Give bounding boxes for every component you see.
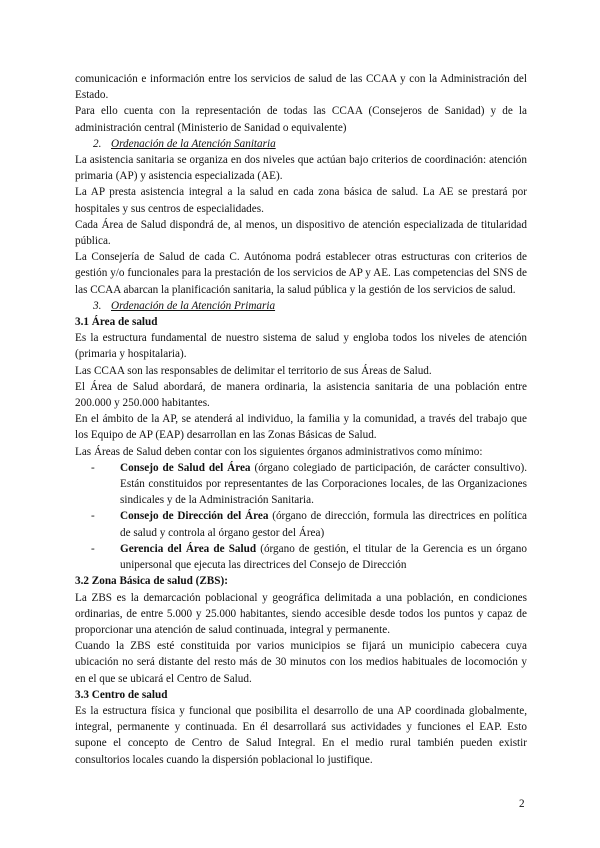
paragraph: La ZBS es la demarcación poblacional y geográfica delimitada a una población, en condiciones ordinarias, de entre 5.000 y 25.000 habitantes, siendo accesible desde todos los puntos y capaz de proporcionar una atención de salud continuada, integral y permanente. bbox=[75, 591, 527, 636]
subsection-heading: 3.1 Área de salud bbox=[75, 316, 158, 329]
page-number: 2 bbox=[519, 798, 525, 810]
organ-list bbox=[75, 460, 527, 573]
paragraph: Es la estructura física y funcional que posibilita el desarrollo de una AP coordinada globalmente, integral, permanente y continuada. En él desarrollará sus actividades y funciones el EAP. Esto supone el concepto de Centro de Salud Integral. En el medio rural también pueden existir consultorios locales cuando la dispersión poblacional lo justifique. bbox=[75, 704, 527, 766]
subsection-heading: 3.2 Zona Básica de salud (ZBS): bbox=[75, 575, 228, 588]
list-item-text: (órgano de dirección, formula las directrices en política de salud y controla al órgano gestor del Área) bbox=[120, 510, 527, 539]
section-number: 2. bbox=[93, 137, 102, 150]
list-item-text: (órgano colegiado de participación, de carácter consultivo). Están constituidos por representantes de las Corporaciones locales, de las Organizaciones sindicales y de la Administración Sanitaria. bbox=[120, 461, 527, 507]
paragraph: Es la estructura fundamental de nuestro sistema de salud y engloba todos los niveles de atención (primaria y hospitalaria). bbox=[75, 332, 527, 361]
paragraph: Las Áreas de Salud deben contar con los siguientes órganos administrativos como mínimo: bbox=[75, 445, 483, 458]
list-item bbox=[75, 508, 527, 540]
bullet-marker: - bbox=[91, 542, 95, 555]
paragraph: Para ello cuenta con la representación de todas las CCAA (Consejeros de Sanidad) y de la administración central (Ministerio de Sanidad o equivalente) bbox=[75, 105, 527, 134]
list-item-text: (órgano de gestión, el titular de la Gerencia es un órgano unipersonal que ejecuta las directrices del Consejo de Dirección bbox=[120, 542, 527, 572]
paragraph: La asistencia sanitaria se organiza en dos niveles que actúan bajo criterios de coordinación: atención primaria (AP) y asistencia especializada (AE). bbox=[75, 154, 527, 183]
paragraph: La AP presta asistencia integral a la salud en cada zona básica de salud. La AE se prestará por hospitales y sus centros de especialidades. bbox=[75, 186, 527, 215]
bullet-marker: - bbox=[91, 461, 95, 474]
section-heading-3 bbox=[75, 298, 527, 314]
list-item-title: Consejo de Salud del Área bbox=[120, 461, 251, 474]
paragraph: El Área de Salud abordará, de manera ordinaria, la asistencia sanitaria de una población entre 200.000 y 250.000 habitantes. bbox=[75, 380, 527, 410]
paragraph: comunicación e información entre los servicios de salud de las CCAA y con la Administración del Estado. bbox=[75, 73, 527, 102]
list-item-title: Gerencia del Área de Salud bbox=[120, 542, 257, 555]
section-title: Ordenación de la Atención Primaria bbox=[111, 299, 276, 312]
paragraph: Cuando la ZBS esté constituida por varios municipios se fijará un municipio cabecera cuya ubicación no será distante del resto más de 30 minutos con los medios habituales de locomoción y en el que se ubicará el Centro de Salud. bbox=[75, 640, 527, 685]
list-item bbox=[75, 460, 527, 509]
section-heading-2 bbox=[75, 136, 527, 152]
subsection-heading: 3.3 Centro de salud bbox=[75, 688, 168, 701]
bullet-marker: - bbox=[91, 510, 95, 523]
paragraph: Cada Área de Salud dispondrá de, al menos, un dispositivo de atención especializada de titularidad pública. bbox=[75, 218, 527, 248]
paragraph: En el ámbito de la AP, se atenderá al individuo, la familia y la comunidad, a través del trabajo que los Equipo de AP (EAP) desarrollan en las Zonas Básicas de Salud. bbox=[75, 413, 527, 442]
paragraph: Las CCAA son las responsables de delimitar el territorio de sus Áreas de Salud. bbox=[75, 364, 432, 377]
list-item-title: Consejo de Dirección del Área bbox=[120, 510, 269, 523]
section-number: 3. bbox=[93, 299, 102, 312]
document-page bbox=[75, 71, 527, 768]
section-title: Ordenación de la Atención Sanitaria bbox=[111, 137, 276, 150]
paragraph: La Consejería de Salud de cada C. Autónoma podrá establecer otras estructuras con criterios de gestión y/o funcionales para la prestación de los servicios de AP y AE. Las competencias del SNS de las CCAA abarcan la planificación sanitaria, la salud pública y la gestión de los servicios de salud. bbox=[75, 251, 527, 296]
list-item bbox=[75, 541, 527, 573]
